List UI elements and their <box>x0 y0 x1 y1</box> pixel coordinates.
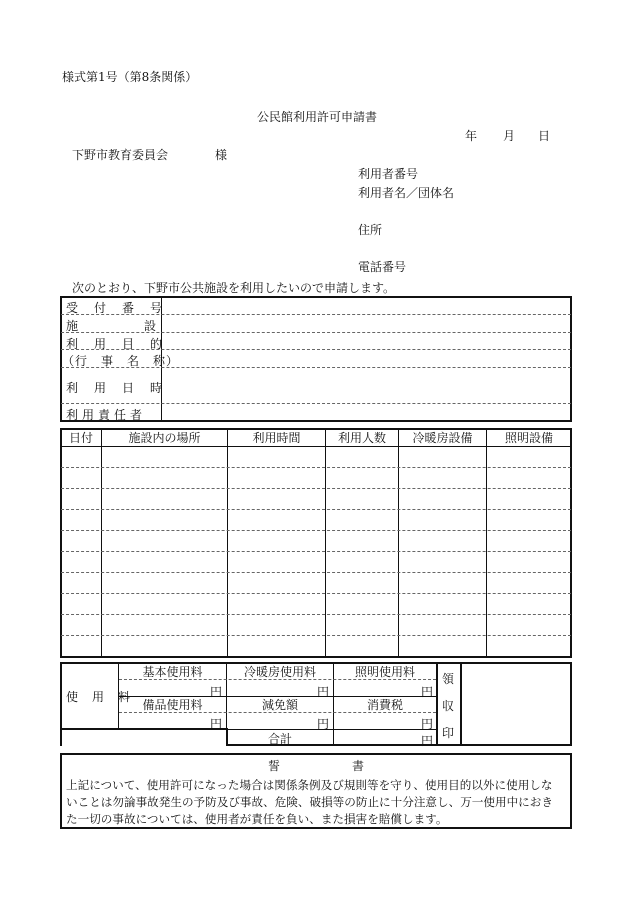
date-year: 年 <box>465 129 478 143</box>
schedule-row <box>61 509 571 510</box>
schedule-header-location: 施設内の場所 <box>128 431 201 445</box>
schedule-row <box>61 551 571 552</box>
fee-hvac-label: 冷暖房使用料 <box>243 665 316 679</box>
fee-label: 使 用 料 <box>66 690 132 704</box>
info-row-facility: 施 設 <box>66 319 158 333</box>
fee-lighting-label: 照明使用料 <box>354 665 415 679</box>
schedule-row <box>61 635 571 636</box>
fee-equipment-label: 備品使用料 <box>142 698 203 712</box>
info-row-event-name: （行 事 名 称） <box>62 354 180 368</box>
address-label: 住所 <box>358 223 383 237</box>
schedule-row <box>61 530 571 531</box>
fee-hvac-yen: 円 <box>317 685 330 699</box>
phone-label: 電話番号 <box>358 260 407 274</box>
info-row-datetime: 利 用 日 時 <box>66 381 165 395</box>
schedule-row <box>61 614 571 615</box>
schedule-header-people: 利用人数 <box>337 431 386 445</box>
pledge-line-3: た一切の事故については、使用者が責任を負い、また損害を賠償します。 <box>66 812 448 826</box>
fee-discount-label: 減免額 <box>261 698 298 712</box>
schedule-table <box>60 428 572 658</box>
pledge-line-1: 上記について、使用許可になった場合は関係条例及び規則等を守り、使用目的以外に使用しな <box>66 778 553 792</box>
date-month: 月 <box>503 129 516 143</box>
schedule-header-hvac: 冷暖房設備 <box>412 431 473 445</box>
info-row-reception-number: 受 付 番 号 <box>66 301 165 315</box>
fee-tax-yen: 円 <box>421 717 434 731</box>
fee-equipment-yen: 円 <box>210 717 223 731</box>
info-row-purpose: 利 用 目 的 <box>66 337 165 351</box>
schedule-header-lighting: 照明設備 <box>504 431 553 445</box>
form-number: 様式第1号（第8条関係） <box>62 70 198 84</box>
user-number-label: 利用者番号 <box>358 167 419 181</box>
receipt-stamp-char-1: 領 <box>442 672 455 686</box>
pledge-line-2: いことは勿論事故発生の予防及び事故、危険、破損等の防止に十分注意し、万一使用中におき <box>66 795 553 809</box>
request-sentence: 次のとおり、下野市公共施設を利用したいので申請します。 <box>72 281 396 295</box>
schedule-header-time: 利用時間 <box>252 431 301 445</box>
fee-total-label: 合計 <box>267 732 292 746</box>
fee-lighting-yen: 円 <box>421 685 434 699</box>
receipt-stamp-char-3: 印 <box>442 726 455 740</box>
schedule-row <box>61 488 571 489</box>
fee-basic-yen: 円 <box>210 685 223 699</box>
pledge-title: 誓 書 <box>267 759 364 773</box>
schedule-header-date: 日付 <box>68 431 93 445</box>
date-day: 日 <box>538 129 551 143</box>
receipt-stamp-char-2: 収 <box>442 699 455 713</box>
fee-tax-label: 消費税 <box>366 698 403 712</box>
user-name-label: 利用者名／団体名 <box>358 186 455 200</box>
addressee-name: 下野市教育委員会 <box>72 148 169 162</box>
fee-basic-label: 基本使用料 <box>142 665 203 679</box>
page-title: 公民館利用許可申請書 <box>257 110 378 124</box>
schedule-row <box>61 593 571 594</box>
fee-discount-yen: 円 <box>317 717 330 731</box>
schedule-row <box>61 572 571 573</box>
schedule-row <box>61 467 571 468</box>
fee-total-yen: 円 <box>421 734 434 748</box>
info-row-responsible-person: 利用責任者 <box>66 408 147 422</box>
addressee-honorific: 様 <box>215 148 228 162</box>
